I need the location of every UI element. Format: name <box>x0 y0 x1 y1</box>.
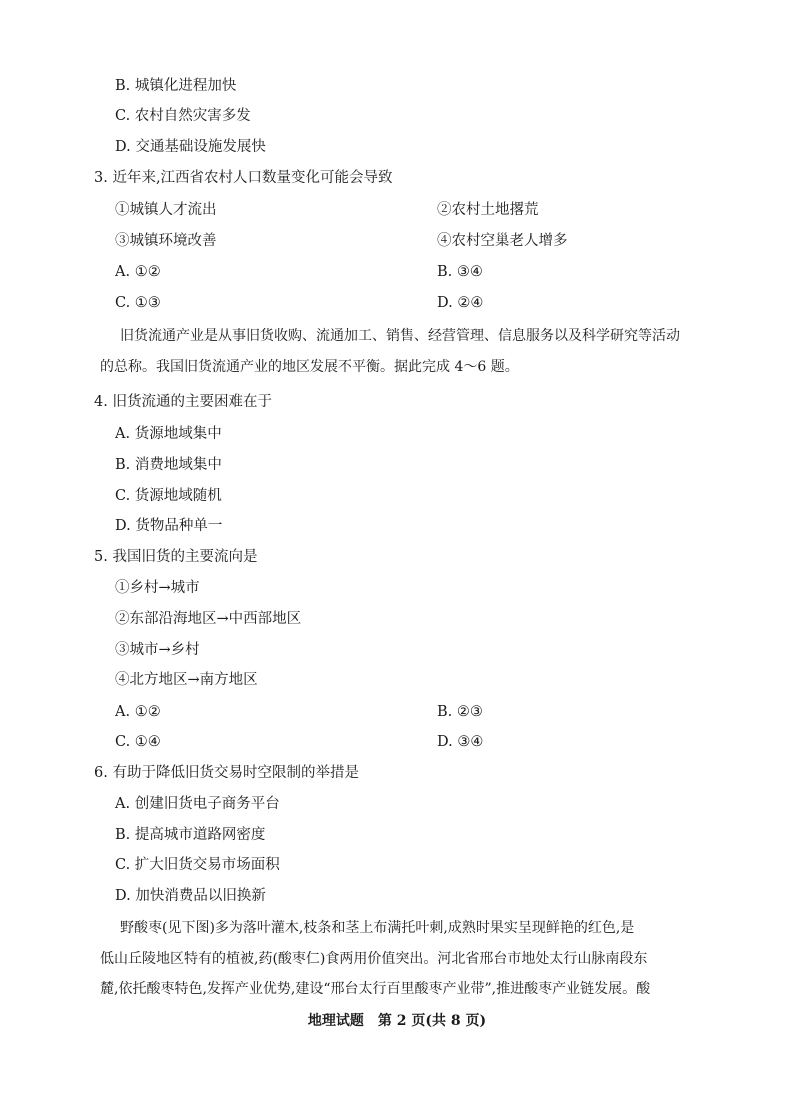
q3-option-c: C. ①③ <box>115 295 161 311</box>
q3-option-d: D. ②④ <box>437 295 484 311</box>
q5-item-2: ②东部沿海地区→中西部地区 <box>115 611 302 627</box>
q5-option-b: B. ②③ <box>437 704 483 720</box>
q5-option-c: C. ①④ <box>115 734 161 750</box>
q3-stem: 3. 近年来,江西省农村人口数量变化可能会导致 <box>94 170 393 186</box>
q4-option-d: D. 货物品种单一 <box>115 518 223 534</box>
q4-option-b: B. 消费地域集中 <box>115 457 222 473</box>
q3-item-1: ①城镇人才流出 <box>115 202 217 218</box>
q2-option-d: D. 交通基础设施发展快 <box>115 139 266 155</box>
q6-option-b: B. 提高城市道路网密度 <box>115 827 266 843</box>
q2-option-b: B. 城镇化进程加快 <box>115 78 237 94</box>
q3-item-2: ②农村土地撂荒 <box>437 202 539 218</box>
q5-item-4: ④北方地区→南方地区 <box>115 672 258 688</box>
page-footer: 地理试题 第 2 页(共 8 页) <box>307 1013 487 1029</box>
q6-option-c: C. 扩大旧货交易市场面积 <box>115 857 280 873</box>
passage-2-line-3: 麓,依托酸枣特色,发挥产业优势,建设“邢台太行百里酸枣产业带”,推进酸枣产业链发展。酸 <box>100 981 651 997</box>
passage-1-line-2: 的总称。我国旧货流通产业的地区发展不平衡。据此完成 4～6 题。 <box>100 359 519 375</box>
q5-item-1: ①乡村→城市 <box>115 580 200 596</box>
q3-option-a: A. ①② <box>115 264 161 280</box>
q5-stem: 5. 我国旧货的主要流向是 <box>94 549 258 565</box>
passage-1-line-1: 旧货流通产业是从事旧货收购、流通加工、销售、经营管理、信息服务以及科学研究等活动 <box>120 328 680 344</box>
q5-option-d: D. ③④ <box>437 734 484 750</box>
q4-stem: 4. 旧货流通的主要困难在于 <box>94 394 272 410</box>
q3-option-b: B. ③④ <box>437 264 483 280</box>
q4-option-c: C. 货源地域随机 <box>115 488 222 504</box>
q6-option-a: A. 创建旧货电子商务平台 <box>115 796 280 812</box>
q3-item-3: ③城镇环境改善 <box>115 233 217 249</box>
q5-item-3: ③城市→乡村 <box>115 642 200 658</box>
q4-option-a: A. 货源地域集中 <box>115 426 222 442</box>
q6-stem: 6. 有助于降低旧货交易时空限制的举措是 <box>94 765 359 781</box>
passage-2-line-1: 野酸枣(见下图)多为落叶灌木,枝条和茎上布满托叶刺,成熟时果实呈现鲜艳的红色,是 <box>120 920 635 936</box>
passage-2-line-2: 低山丘陵地区特有的植被,药(酸枣仁)食两用价值突出。河北省邢台市地处太行山脉南段东 <box>100 951 648 967</box>
q2-option-c: C. 农村自然灾害多发 <box>115 108 251 124</box>
q3-item-4: ④农村空巢老人增多 <box>437 233 568 249</box>
q5-option-a: A. ①② <box>115 704 161 720</box>
q6-option-d: D. 加快消费品以旧换新 <box>115 888 266 904</box>
